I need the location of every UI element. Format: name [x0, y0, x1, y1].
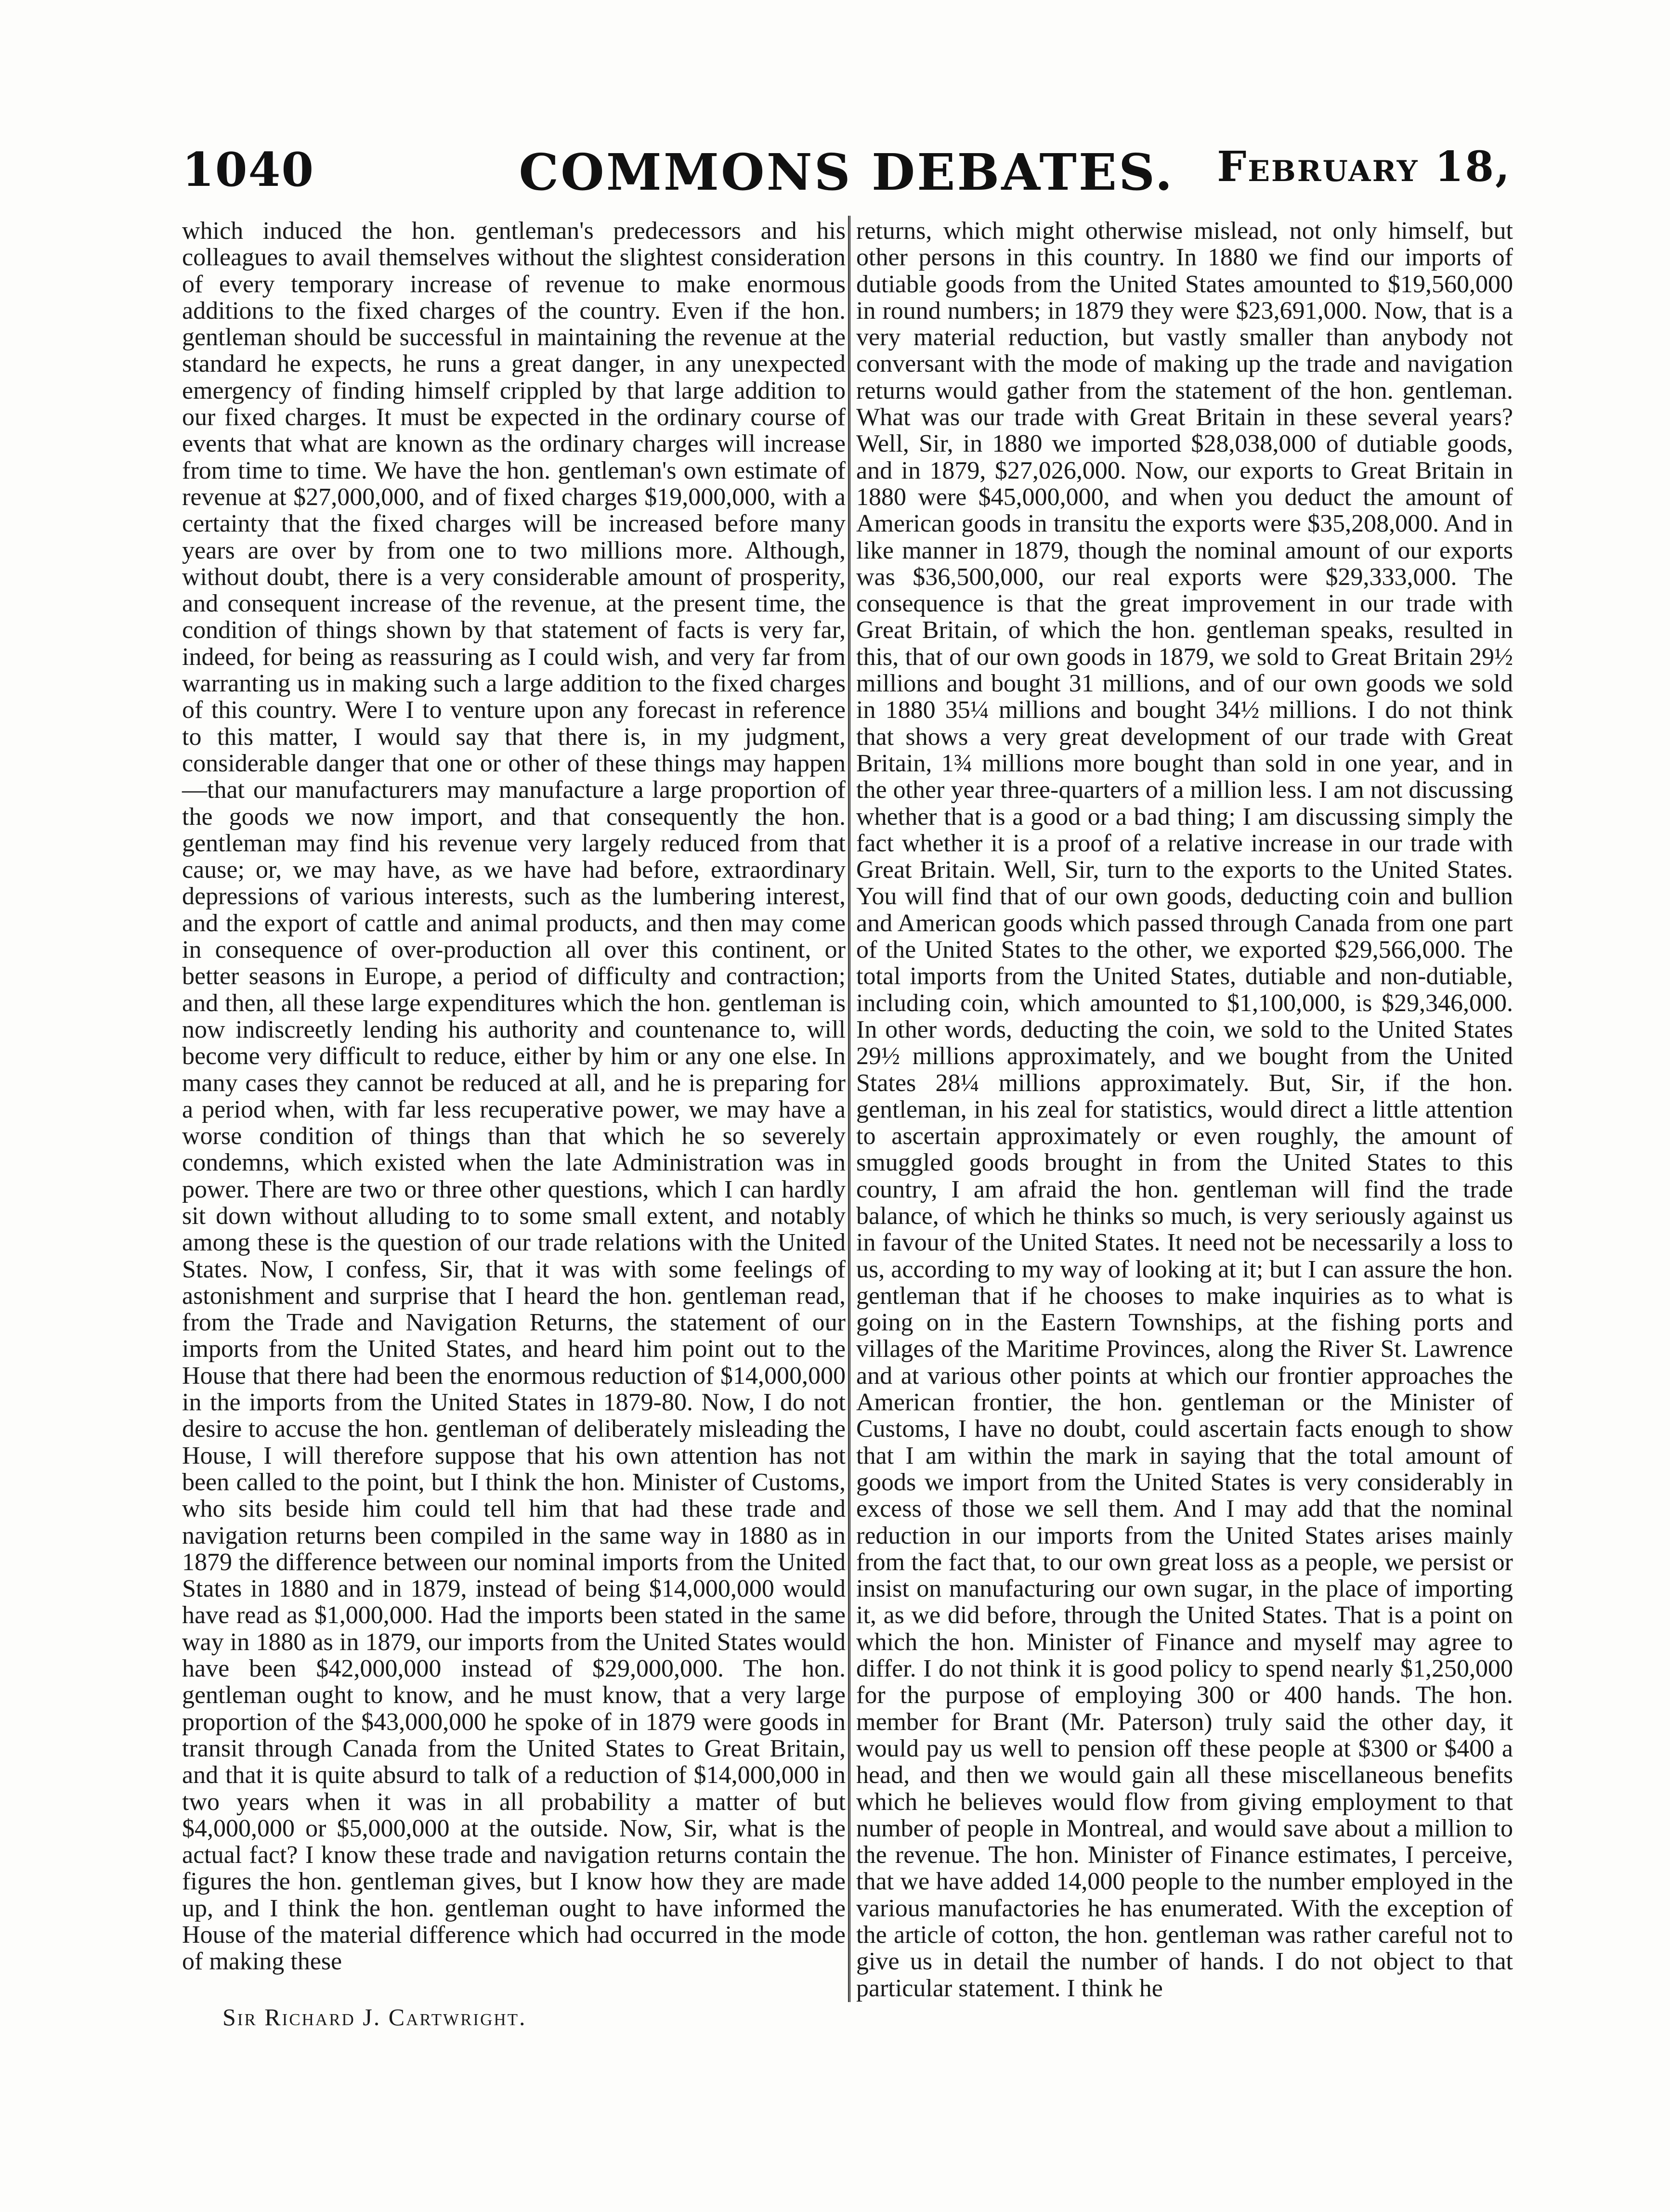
- text-column-left: [182, 218, 846, 1975]
- publication-title: COMMONS DEBATES.: [519, 143, 1174, 202]
- page-date: February 18,: [1217, 143, 1511, 191]
- speaker-name: Sir Richard J. Cartwright.: [222, 2004, 527, 2030]
- column-divider: [848, 216, 850, 2002]
- text-column-right: [856, 218, 1513, 2002]
- page-header: [182, 143, 1511, 205]
- paragraph-left: which induced the hon. gentleman's predecessors and his colleagues to avail themselves without the slightest consideration of every temporary increase of revenue to make enormous additions to the fixed charges of the country. Even if the hon. gentleman should be successful in maintaining the revenue at the standard he expects, he runs a great danger, in any unexpected emergency of finding himself crippled by that large addition to our fixed charges. It must be expected in the ordinary course of events that what are known as the ordinary charges will increase from time to time. We have the hon. gentleman's own estimate of revenue at $27,000,000, and of fixed charges $19,000,000, with a certainty that the fixed charges will be increased before many years are over by from one to two millions more. Although, without doubt, there is a very considerable amount of prosperity, and consequent increase of the revenue, at the present time, the condition of things shown by that statement of facts is very far, indeed, for being as reassuring as I could wish, and very far from warranting us in making such a large addition to the fixed charges of this country. Were I to venture upon any forecast in reference to this matter, I would say that there is, in my judgment, considerable danger that one or other of these things may happen—that our manufacturers may manufacture a large proportion of the goods we now import, and that consequently the hon. gentleman may find his revenue very largely reduced from that cause; or, we may have, as we have had before, extraordinary depressions of various interests, such as the lumbering interest, and the export of cattle and animal products, and then may come in consequence of over-production all over this continent, or better seasons in Europe, a period of difficulty and contraction; and then, all these large expenditures which the hon. gentleman is now indiscreetly lending his authority and countenance to, will become very difficult to reduce, either by him or any one else. In many cases they cannot be reduced at all, and he is preparing for a period when, with far less recuperative power, we may have a worse condition of things than that which he so severely condemns, which existed when the late Administration was in power. There are two or three other questions, which I can hardly sit down without alluding to to some small extent, and notably among these is the question of our trade relations with the United States. Now, I confess, Sir, that it was with some feelings of astonishment and surprise that I heard the hon. gentleman read, from the Trade and Navigation Returns, the statement of our imports from the United States, and heard him point out to the House that there had been the enormous reduction of $14,000,000 in the imports from the United States in 1879-80. Now, I do not desire to accuse the hon. gentleman of deliberately misleading the House, I will therefore suppose that his own attention has not been called to the point, but I think the hon. Minister of Customs, who sits beside him could tell him that had these trade and navigation returns been compiled in the same way in 1880 as in 1879 the difference between our nominal imports from the United States in 1880 and in 1879, instead of being $14,000,000 would have read as $1,000,000. Had the imports been stated in the same way in 1880 as in 1879, our imports from the United States would have been $42,000,000 instead of $29,000,000. The hon. gentleman ought to know, and he must know, that a very large proportion of the $43,000,000 he spoke of in 1879 were goods in transit through Canada from the United States to Great Britain, and that it is quite absurd to talk of a reduction of $14,000,000 in two years when it was in all probability a matter of but $4,000,000 or $5,000,000 at the outside. Now, Sir, what is the actual fact? I know these trade and navigation returns contain the figures the hon. gentleman gives, but I know how they are made up, and I think the hon. gentleman ought to have informed the House of the material difference which had occurred in the mode of making these: [182, 217, 846, 1976]
- page-number: 1040: [182, 143, 315, 197]
- paragraph-right: returns, which might otherwise mislead, not only himself, but other persons in this country. In 1880 we find our imports of dutiable goods from the United States amounted to $19,560,000 in round numbers; in 1879 they were $23,691,000. Now, that is a very material reduction, but vastly smaller than anybody not conversant with the mode of making up the trade and navigation returns would gather from the statement of the hon. gentleman. What was our trade with Great Britain in these several years? Well, Sir, in 1880 we imported $28,038,000 of dutiable goods, and in 1879, $27,026,000. Now, our exports to Great Britain in 1880 were $45,000,000, and when you deduct the amount of American goods in transitu the exports were $35,208,000. And in like manner in 1879, though the nominal amount of our exports was $36,500,000, our real exports were $29,333,000. The consequence is that the great improvement in our trade with Great Britain, of which the hon. gentleman speaks, resulted in this, that of our own goods in 1879, we sold to Great Britain 29½ millions and bought 31 millions, and of our own goods we sold in 1880 35¼ millions and bought 34½ millions. I do not think that shows a very great development of our trade with Great Britain, 1¾ millions more bought than sold in one year, and in the other year three-quarters of a million less. I am not discussing whether that is a good or a bad thing; I am discussing simply the fact whether it is a proof of a relative increase in our trade with Great Britain. Well, Sir, turn to the exports to the United States. You will find that of our own goods, deducting coin and bullion and American goods which passed through Canada from one part of the United States to the other, we exported $29,566,000. The total imports from the United States, dutiable and non-dutiable, including coin, which amounted to $1,100,000, is $29,346,000. In other words, deducting the coin, we sold to the United States 29½ millions approximately, and we bought from the United States 28¼ millions approximately. But, Sir, if the hon. gentleman, in his zeal for statistics, would direct a little attention to ascertain approximately or even roughly, the amount of smuggled goods brought in from the United States to this country, I am afraid the hon. gentleman will find the trade balance, of which he thinks so much, is very seriously against us in favour of the United States. It need not be necessarily a loss to us, according to my way of looking at it; but I can assure the hon. gentleman that if he chooses to make inquiries as to what is going on in the Eastern Townships, at the fishing ports and villages of the Maritime Provinces, along the River St. Lawrence and at various other points at which our frontier approaches the American frontier, the hon. gentleman or the Minister of Customs, I have no doubt, could ascertain facts enough to show that I am within the mark in saying that the total amount of goods we import from the United States is very considerably in excess of those we sell them. And I may add that the nominal reduction in our imports from the United States arises mainly from the fact that, to our own great loss as a people, we persist or insist on manufacturing our own sugar, in the place of importing it, as we did before, through the United States. That is a point on which the hon. Minister of Finance and myself may agree to differ. I do not think it is good policy to spend nearly $1,250,000 for the purpose of employing 300 or 400 hands. The hon. member for Brant (Mr. Paterson) truly said the other day, it would pay us well to pension off these people at $300 or $400 a head, and then we would gain all these miscellaneous benefits which he believes would flow from giving employment to that number of people in Montreal, and would save about a million to the revenue. The hon. Minister of Finance estimates, I perceive, that we have added 14,000 people to the number employed in the various manufactories he has enumerated. With the exception of the article of cotton, the hon. gentleman was rather careful not to give us in detail the number of hands. I do not object to that particular statement. I think he: [856, 217, 1513, 2002]
